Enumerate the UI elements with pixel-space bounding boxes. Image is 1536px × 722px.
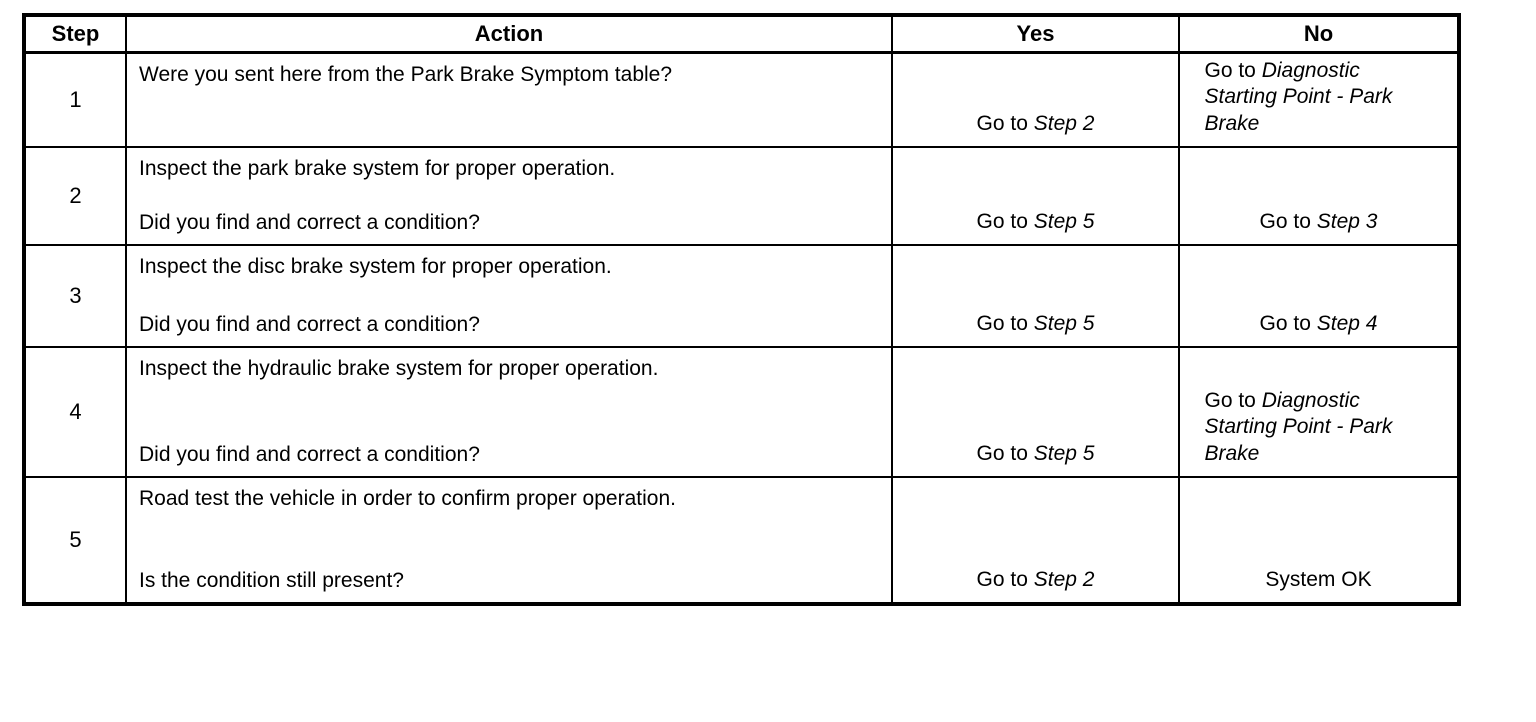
action-followup: Did you find and correct a condition? xyxy=(139,442,480,466)
column-header-step: Step xyxy=(24,15,126,52)
action-cell xyxy=(126,477,892,604)
action-cell xyxy=(126,52,892,147)
no-instruction: Go to Diagnostic Starting Point - Park Brake xyxy=(1204,388,1393,466)
column-header-yes: Yes xyxy=(892,15,1179,52)
no-instruction: System OK xyxy=(1265,568,1372,592)
yes-cell xyxy=(892,477,1179,604)
action-cell xyxy=(126,245,892,347)
yes-instruction: Go to Step 2 xyxy=(976,112,1095,136)
step-number: 4 xyxy=(24,347,126,477)
action-cell xyxy=(126,347,892,477)
column-header-action: Action xyxy=(126,15,892,52)
action-followup: Is the condition still present? xyxy=(139,568,404,592)
action-question: Road test the vehicle in order to confirm proper operation. xyxy=(139,487,676,511)
no-cell xyxy=(1179,147,1459,245)
no-cell xyxy=(1179,245,1459,347)
yes-cell xyxy=(892,347,1179,477)
column-header-no: No xyxy=(1179,15,1459,52)
yes-instruction: Go to Step 2 xyxy=(976,568,1095,592)
step-number: 5 xyxy=(24,477,126,604)
no-cell xyxy=(1179,477,1459,604)
diagnostic-table xyxy=(22,13,1461,606)
table-row xyxy=(24,147,1459,245)
action-question: Were you sent here from the Park Brake Symptom table? xyxy=(139,62,673,86)
step-number: 3 xyxy=(24,245,126,347)
step-number: 2 xyxy=(24,147,126,245)
no-instruction: Go to Diagnostic Starting Point - Park Brake xyxy=(1204,58,1393,136)
no-cell xyxy=(1179,52,1459,147)
action-question: Inspect the park brake system for proper operation. xyxy=(139,157,616,181)
step-number: 1 xyxy=(24,52,126,147)
yes-instruction: Go to Step 5 xyxy=(976,312,1095,336)
action-followup: Did you find and correct a condition? xyxy=(139,312,480,336)
yes-cell xyxy=(892,147,1179,245)
header-row xyxy=(24,15,1459,52)
action-question: Inspect the hydraulic brake system for proper operation. xyxy=(139,357,659,381)
yes-instruction: Go to Step 5 xyxy=(976,442,1095,466)
table-row xyxy=(24,477,1459,604)
action-followup: Did you find and correct a condition? xyxy=(139,210,480,234)
yes-cell xyxy=(892,52,1179,147)
yes-instruction: Go to Step 5 xyxy=(976,210,1095,234)
no-instruction: Go to Step 3 xyxy=(1259,210,1378,234)
action-question: Inspect the disc brake system for proper operation. xyxy=(139,255,612,279)
yes-cell xyxy=(892,245,1179,347)
no-instruction: Go to Step 4 xyxy=(1259,312,1378,336)
no-cell xyxy=(1179,347,1459,477)
table-row xyxy=(24,245,1459,347)
table-row xyxy=(24,52,1459,147)
action-cell xyxy=(126,147,892,245)
table-row xyxy=(24,347,1459,477)
